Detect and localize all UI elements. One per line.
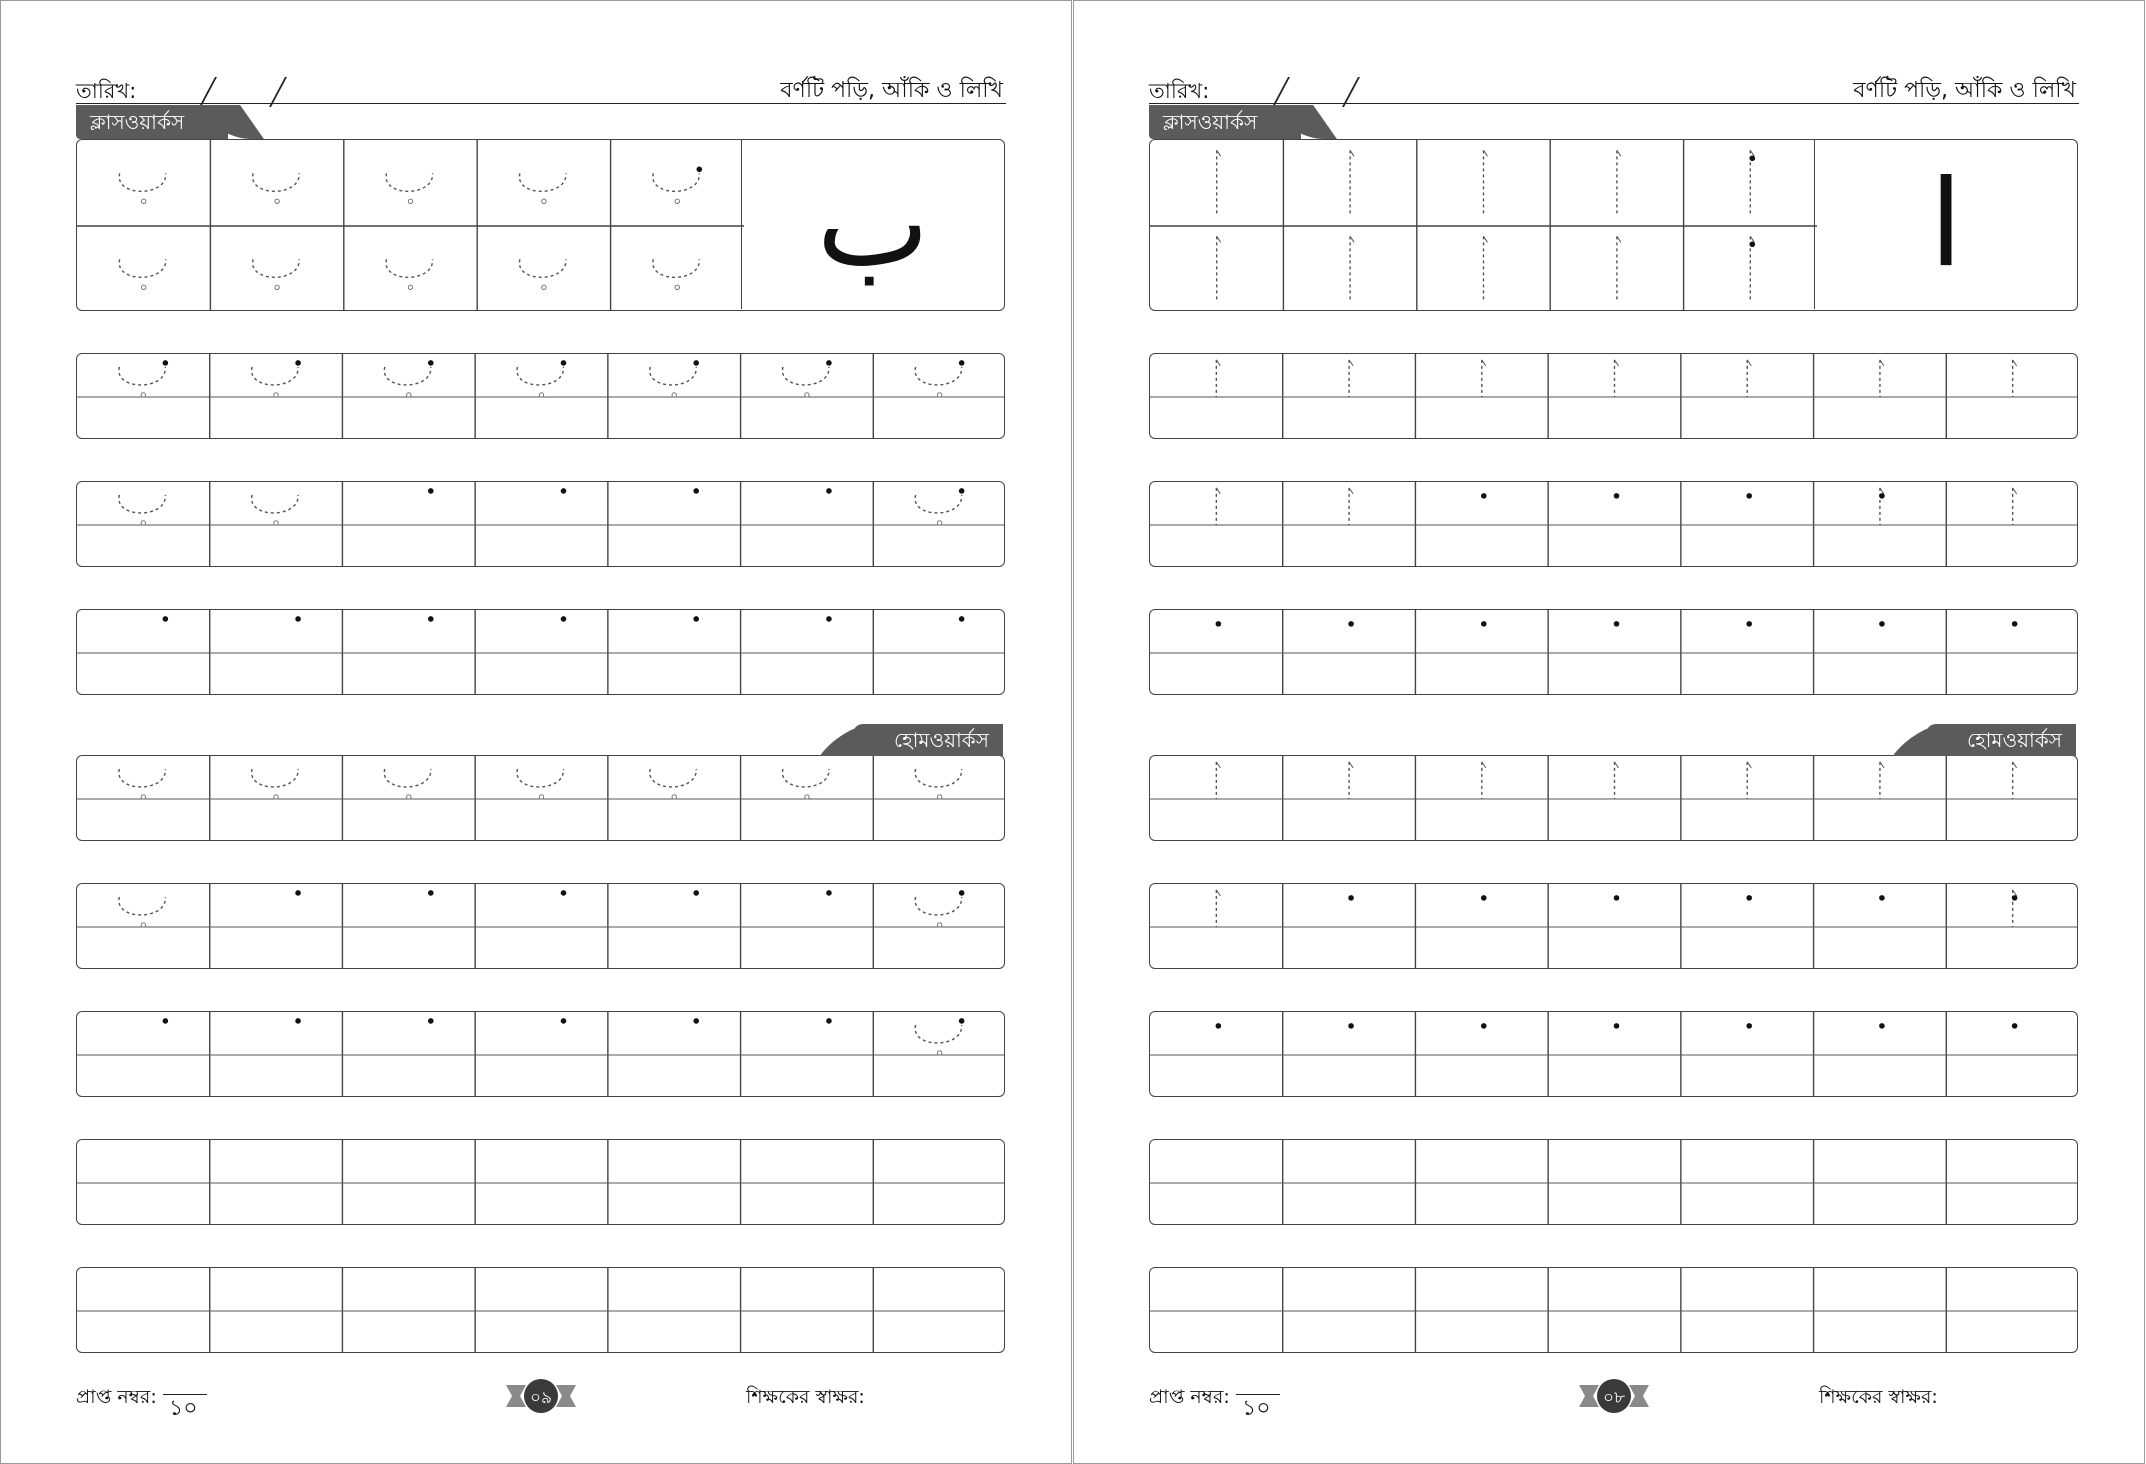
start-dot bbox=[1216, 621, 1222, 627]
practice-row bbox=[76, 1267, 1005, 1353]
trace-letter bbox=[782, 360, 831, 397]
start-dot bbox=[1481, 621, 1487, 627]
start-dot bbox=[1879, 1023, 1885, 1029]
trace-letter bbox=[1747, 360, 1751, 397]
start-dot bbox=[1614, 621, 1620, 627]
start-dot bbox=[693, 488, 699, 494]
teacher-signature-label: শিক্ষকের স্বাক্ষর: bbox=[746, 1386, 865, 1408]
trace-letter bbox=[253, 173, 300, 203]
start-dot bbox=[693, 1018, 699, 1024]
trace-letter bbox=[1216, 488, 1220, 525]
start-dot bbox=[2012, 621, 2018, 627]
date-label: তারিখ: bbox=[76, 79, 137, 103]
classwork-tab bbox=[76, 105, 228, 139]
trace-letter bbox=[2013, 762, 2017, 799]
trace-letter bbox=[1750, 150, 1756, 215]
page-number: ০৮ bbox=[1602, 1388, 1626, 1408]
page-title: বর্ণটি পড়ি, আঁকি ও লিখি bbox=[780, 78, 1003, 103]
date-label: তারিখ: bbox=[1149, 79, 1210, 103]
start-dot bbox=[1481, 895, 1487, 901]
start-dot bbox=[1481, 493, 1487, 499]
trace-letter bbox=[1217, 236, 1221, 301]
trace-letter bbox=[1617, 236, 1621, 301]
homework-label: হোমওয়ার্কস bbox=[893, 728, 989, 752]
trace-letter bbox=[2012, 890, 2018, 927]
page-number: ০৯ bbox=[529, 1388, 553, 1408]
trace-letter bbox=[386, 173, 433, 203]
trace-letter bbox=[1350, 150, 1354, 215]
practice-row bbox=[76, 1139, 1005, 1225]
trace-letter bbox=[1349, 360, 1353, 397]
trace-letter bbox=[1484, 150, 1488, 215]
trace-letter bbox=[1216, 890, 1220, 927]
page-number-badge bbox=[506, 1375, 576, 1417]
trace-letter bbox=[2013, 488, 2017, 525]
score-label: প্রাপ্ত নম্বর: bbox=[76, 1386, 157, 1408]
practice-row bbox=[76, 481, 1005, 567]
page-number-badge bbox=[1579, 1375, 1649, 1417]
start-dot bbox=[1746, 895, 1752, 901]
start-dot bbox=[428, 1018, 434, 1024]
classwork-tab bbox=[1149, 105, 1301, 139]
trace-letter bbox=[1349, 762, 1353, 799]
practice-row bbox=[1149, 1011, 2078, 1097]
featured-letter-text: ا bbox=[1929, 154, 1963, 294]
trace-letter bbox=[1880, 762, 1884, 799]
score-label: প্রাপ্ত নম্বর: bbox=[1149, 1386, 1230, 1408]
start-dot bbox=[163, 1018, 169, 1024]
page-title: বর্ণটি পড়ি, আঁকি ও লিখি bbox=[1853, 78, 2076, 103]
start-dot bbox=[163, 616, 169, 622]
trace-letter bbox=[1747, 762, 1751, 799]
start-dot bbox=[826, 616, 832, 622]
practice-row bbox=[1149, 353, 2078, 439]
teacher-signature-label: শিক্ষকের স্বাক্ষর: bbox=[1819, 1386, 1938, 1408]
start-dot bbox=[295, 1018, 301, 1024]
trace-letter bbox=[653, 259, 700, 289]
worksheet-page-left bbox=[0, 0, 1072, 1464]
trace-letter bbox=[1216, 762, 1220, 799]
start-dot bbox=[693, 616, 699, 622]
trace-letter bbox=[1216, 360, 1220, 397]
score-total: ১০ bbox=[1242, 1396, 1271, 1421]
practice-row bbox=[1149, 609, 2078, 695]
start-dot bbox=[428, 616, 434, 622]
practice-row bbox=[1149, 481, 2078, 567]
start-dot bbox=[1348, 1023, 1354, 1029]
letter-intro-box bbox=[1149, 139, 2078, 311]
start-dot bbox=[561, 1018, 567, 1024]
trace-letter bbox=[650, 360, 699, 397]
trace-letter bbox=[1484, 236, 1488, 301]
trace-letter bbox=[1615, 762, 1619, 799]
trace-letter bbox=[386, 259, 433, 289]
trace-letter bbox=[384, 769, 431, 799]
trace-letter bbox=[119, 173, 166, 203]
score-total: ১০ bbox=[169, 1396, 198, 1421]
trace-letter bbox=[519, 259, 566, 289]
trace-letter bbox=[653, 167, 702, 204]
worksheet-page-right bbox=[1073, 0, 2145, 1464]
practice-row bbox=[1149, 755, 2078, 841]
start-dot bbox=[561, 616, 567, 622]
start-dot bbox=[1746, 493, 1752, 499]
start-dot bbox=[1614, 895, 1620, 901]
letter-intro-box bbox=[76, 139, 1005, 311]
trace-letter bbox=[915, 1018, 964, 1055]
trace-letter bbox=[1350, 236, 1354, 301]
practice-row bbox=[76, 1011, 1005, 1097]
trace-letter bbox=[915, 769, 962, 799]
featured-letter-text: ب bbox=[816, 154, 930, 294]
trace-letter bbox=[253, 259, 300, 289]
start-dot bbox=[1746, 1023, 1752, 1029]
trace-letter bbox=[915, 890, 964, 927]
trace-letter bbox=[1482, 360, 1486, 397]
start-dot bbox=[826, 890, 832, 896]
start-dot bbox=[428, 488, 434, 494]
practice-row bbox=[76, 883, 1005, 969]
start-dot bbox=[1879, 621, 1885, 627]
start-dot bbox=[561, 890, 567, 896]
classwork-label: ক্লাসওয়ার্কস bbox=[90, 110, 185, 134]
trace-letter bbox=[915, 360, 964, 397]
header-rule bbox=[1149, 103, 2079, 104]
trace-letter bbox=[650, 769, 697, 799]
start-dot bbox=[428, 890, 434, 896]
trace-letter bbox=[1617, 150, 1621, 215]
trace-letter bbox=[2013, 360, 2017, 397]
trace-letter bbox=[782, 769, 829, 799]
trace-letter bbox=[252, 495, 299, 525]
start-dot bbox=[693, 890, 699, 896]
trace-letter bbox=[1482, 762, 1486, 799]
trace-letter bbox=[119, 495, 166, 525]
start-dot bbox=[959, 616, 965, 622]
trace-letter bbox=[519, 173, 566, 203]
trace-letter bbox=[1750, 236, 1756, 301]
start-dot bbox=[1746, 621, 1752, 627]
practice-row bbox=[76, 755, 1005, 841]
classwork-label: ক্লাসওয়ার্কস bbox=[1163, 110, 1258, 134]
start-dot bbox=[295, 616, 301, 622]
practice-row bbox=[76, 609, 1005, 695]
trace-letter bbox=[119, 360, 168, 397]
start-dot bbox=[826, 1018, 832, 1024]
trace-letter bbox=[1615, 360, 1619, 397]
start-dot bbox=[826, 488, 832, 494]
start-dot bbox=[561, 488, 567, 494]
trace-letter bbox=[915, 488, 964, 525]
homework-tab bbox=[1926, 724, 2076, 756]
start-dot bbox=[1348, 895, 1354, 901]
trace-letter bbox=[252, 360, 301, 397]
start-dot bbox=[1216, 1023, 1222, 1029]
trace-letter bbox=[119, 769, 166, 799]
trace-letter bbox=[1880, 360, 1884, 397]
trace-letter bbox=[119, 259, 166, 289]
trace-letter bbox=[1879, 488, 1885, 525]
practice-row bbox=[1149, 1267, 2078, 1353]
trace-letter bbox=[517, 769, 564, 799]
trace-letter bbox=[119, 897, 166, 927]
featured-letter bbox=[741, 140, 1004, 309]
start-dot bbox=[1879, 895, 1885, 901]
start-dot bbox=[1481, 1023, 1487, 1029]
homework-tab bbox=[853, 724, 1003, 756]
start-dot bbox=[1348, 621, 1354, 627]
trace-letter bbox=[1349, 488, 1353, 525]
trace-letter bbox=[252, 769, 299, 799]
trace-letter bbox=[384, 360, 433, 397]
practice-row bbox=[76, 353, 1005, 439]
trace-letter bbox=[1217, 150, 1221, 215]
practice-row bbox=[1149, 1139, 2078, 1225]
start-dot bbox=[1614, 1023, 1620, 1029]
start-dot bbox=[2012, 1023, 2018, 1029]
header-rule bbox=[76, 103, 1006, 104]
featured-letter bbox=[1814, 140, 2077, 309]
trace-letter bbox=[517, 360, 566, 397]
homework-label: হোমওয়ার্কস bbox=[1966, 728, 2062, 752]
start-dot bbox=[1614, 493, 1620, 499]
start-dot bbox=[295, 890, 301, 896]
practice-row bbox=[1149, 883, 2078, 969]
